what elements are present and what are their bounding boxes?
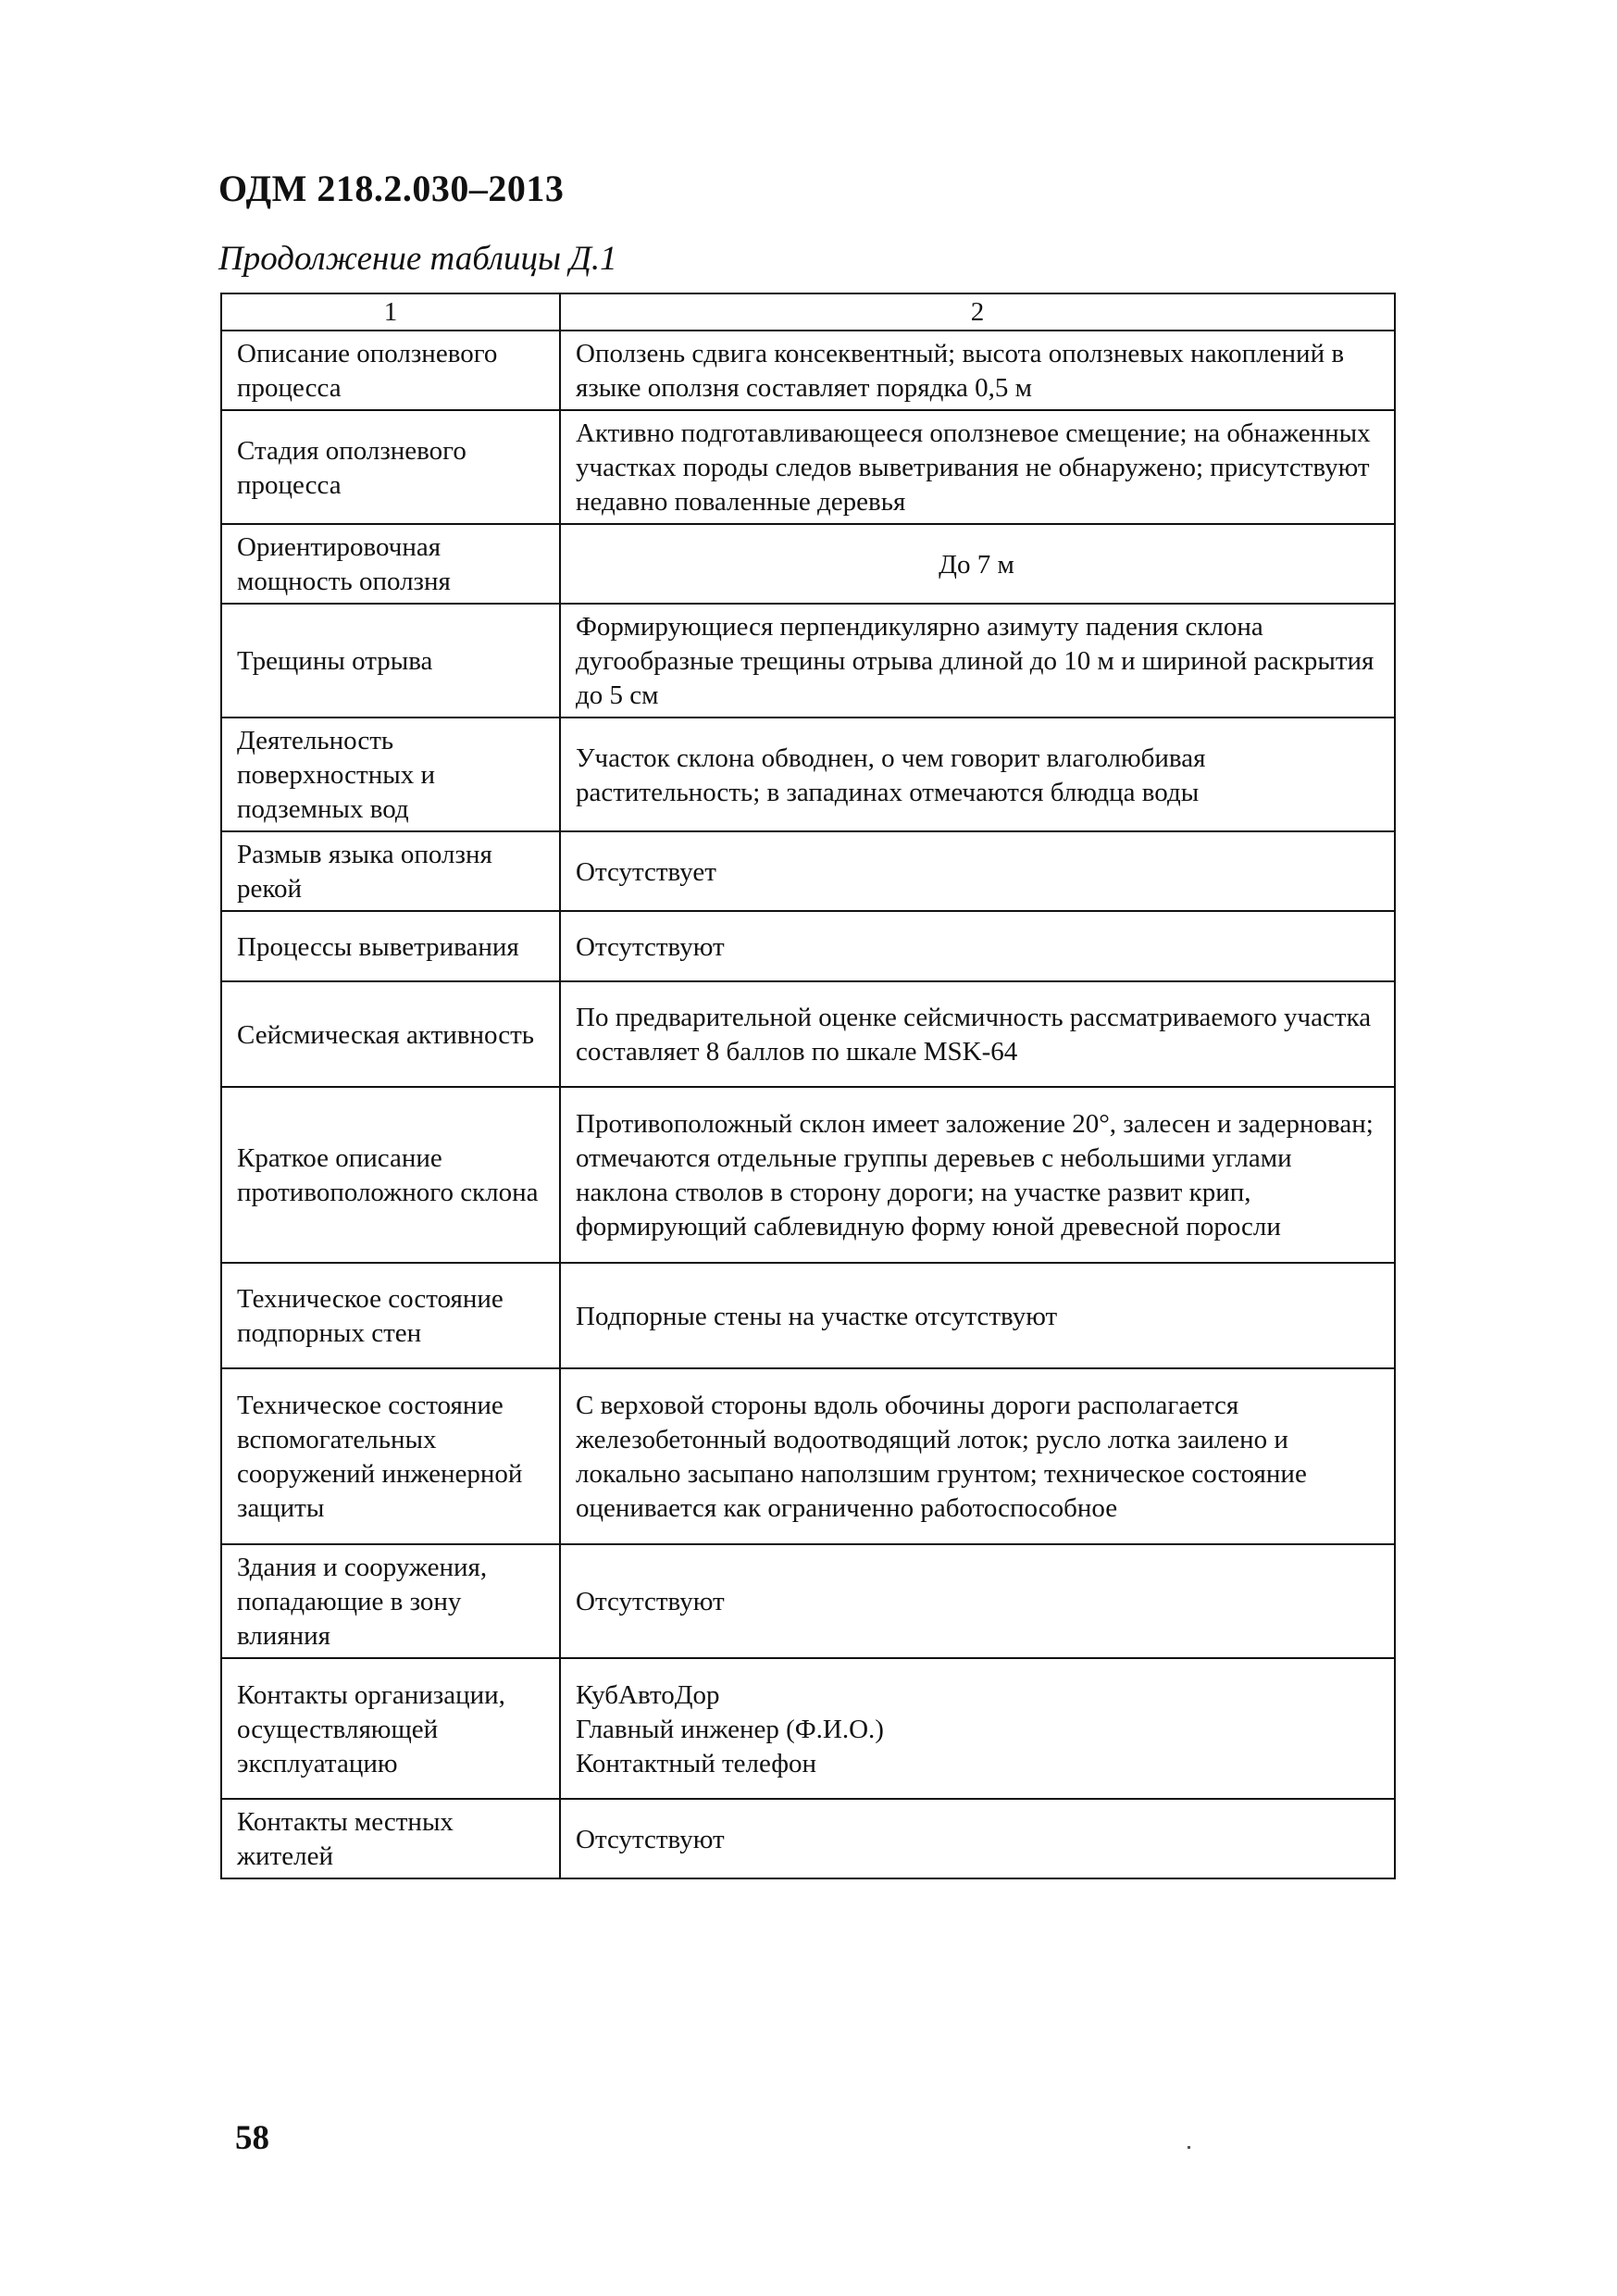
row-value: Формирующиеся перпендикулярно азимуту падения склона дугообразные трещины отрыва длиной до 10 м и шириной раскрытия до 5 см xyxy=(560,604,1395,718)
row-parameter: Контакты местных жителей xyxy=(221,1799,560,1878)
table-row xyxy=(221,831,1395,911)
row-value: Отсутствуют xyxy=(560,1799,1395,1878)
row-parameter: Техническое состояние вспомогательных сооружений инженерной защиты xyxy=(221,1368,560,1544)
row-value: Противоположный склон имеет заложение 20°, залесен и задернован; отмечаются отдельные группы деревьев с небольшими углами наклона стволов в сторону дороги; на участке развит крип, формирующий саблевидную форму юной древесной поросли xyxy=(560,1087,1395,1263)
table-caption: Продолжение таблицы Д.1 xyxy=(218,240,617,278)
row-value: По предварительной оценке сейсмичность рассматриваемого участка составляет 8 баллов по шкале MSK-64 xyxy=(560,981,1395,1087)
row-parameter: Контакты организации, осуществляющей эксплуатацию xyxy=(221,1658,560,1799)
row-parameter: Здания и сооружения, попадающие в зону влияния xyxy=(221,1544,560,1658)
row-value: Отсутствуют xyxy=(560,911,1395,981)
table-row xyxy=(221,1263,1395,1368)
table-row xyxy=(221,1544,1395,1658)
row-parameter: Описание оползневого процесса xyxy=(221,331,560,410)
properties-table xyxy=(220,293,1396,1879)
row-value: Подпорные стены на участке отсутствуют xyxy=(560,1263,1395,1368)
table-header-row xyxy=(221,293,1395,331)
table-row xyxy=(221,604,1395,718)
row-value xyxy=(560,1658,1395,1799)
table-row xyxy=(221,718,1395,831)
row-parameter: Техническое состояние подпорных стен xyxy=(221,1263,560,1368)
row-value: Активно подготавливающееся оползневое смещение; на обнаженных участках породы следов выветривания не обнаружено; присутствуют недавно поваленные деревья xyxy=(560,410,1395,524)
document-code: ОДМ 218.2.030–2013 xyxy=(218,168,565,209)
row-parameter: Стадия оползневого процесса xyxy=(221,410,560,524)
table-row xyxy=(221,410,1395,524)
table-row xyxy=(221,981,1395,1087)
row-value: Участок склона обводнен, о чем говорит влаголюбивая растительность; в западинах отмечаются блюдца воды xyxy=(560,718,1395,831)
row-parameter: Ориентировочная мощность оползня xyxy=(221,524,560,604)
page-number: 58 xyxy=(235,2119,269,2157)
scan-speck xyxy=(1188,2146,1190,2149)
row-value: Оползень сдвига консеквентный; высота оползневых накоплений в языке оползня составляет порядка 0,5 м xyxy=(560,331,1395,410)
table-row xyxy=(221,1087,1395,1263)
contact-phone: Контактный телефон xyxy=(576,1748,817,1778)
row-value: Отсутствуют xyxy=(560,1544,1395,1658)
table-row xyxy=(221,1368,1395,1544)
column-header-2: 2 xyxy=(560,293,1395,331)
contact-chief-engineer: Главный инженер (Ф.И.О.) xyxy=(576,1714,884,1744)
row-parameter: Трещины отрыва xyxy=(221,604,560,718)
table-row xyxy=(221,1799,1395,1878)
row-value: С верховой стороны вдоль обочины дороги располагается железобетонный водоотводящий лоток; русло лотка заилено и локально засыпано наползшим грунтом; техническое состояние оценивается как ограниченно работоспособное xyxy=(560,1368,1395,1544)
contact-organization: КубАвтоДор xyxy=(576,1679,720,1710)
row-parameter: Деятельность поверхностных и подземных вод xyxy=(221,718,560,831)
row-parameter: Сейсмическая активность xyxy=(221,981,560,1087)
row-parameter: Размыв языка оползня рекой xyxy=(221,831,560,911)
table-row xyxy=(221,1658,1395,1799)
table-row xyxy=(221,524,1395,604)
row-parameter: Процессы выветривания xyxy=(221,911,560,981)
table-row xyxy=(221,911,1395,981)
row-value: До 7 м xyxy=(560,524,1395,604)
row-parameter: Краткое описание противоположного склона xyxy=(221,1087,560,1263)
column-header-1: 1 xyxy=(221,293,560,331)
row-value: Отсутствует xyxy=(560,831,1395,911)
table-row xyxy=(221,331,1395,410)
